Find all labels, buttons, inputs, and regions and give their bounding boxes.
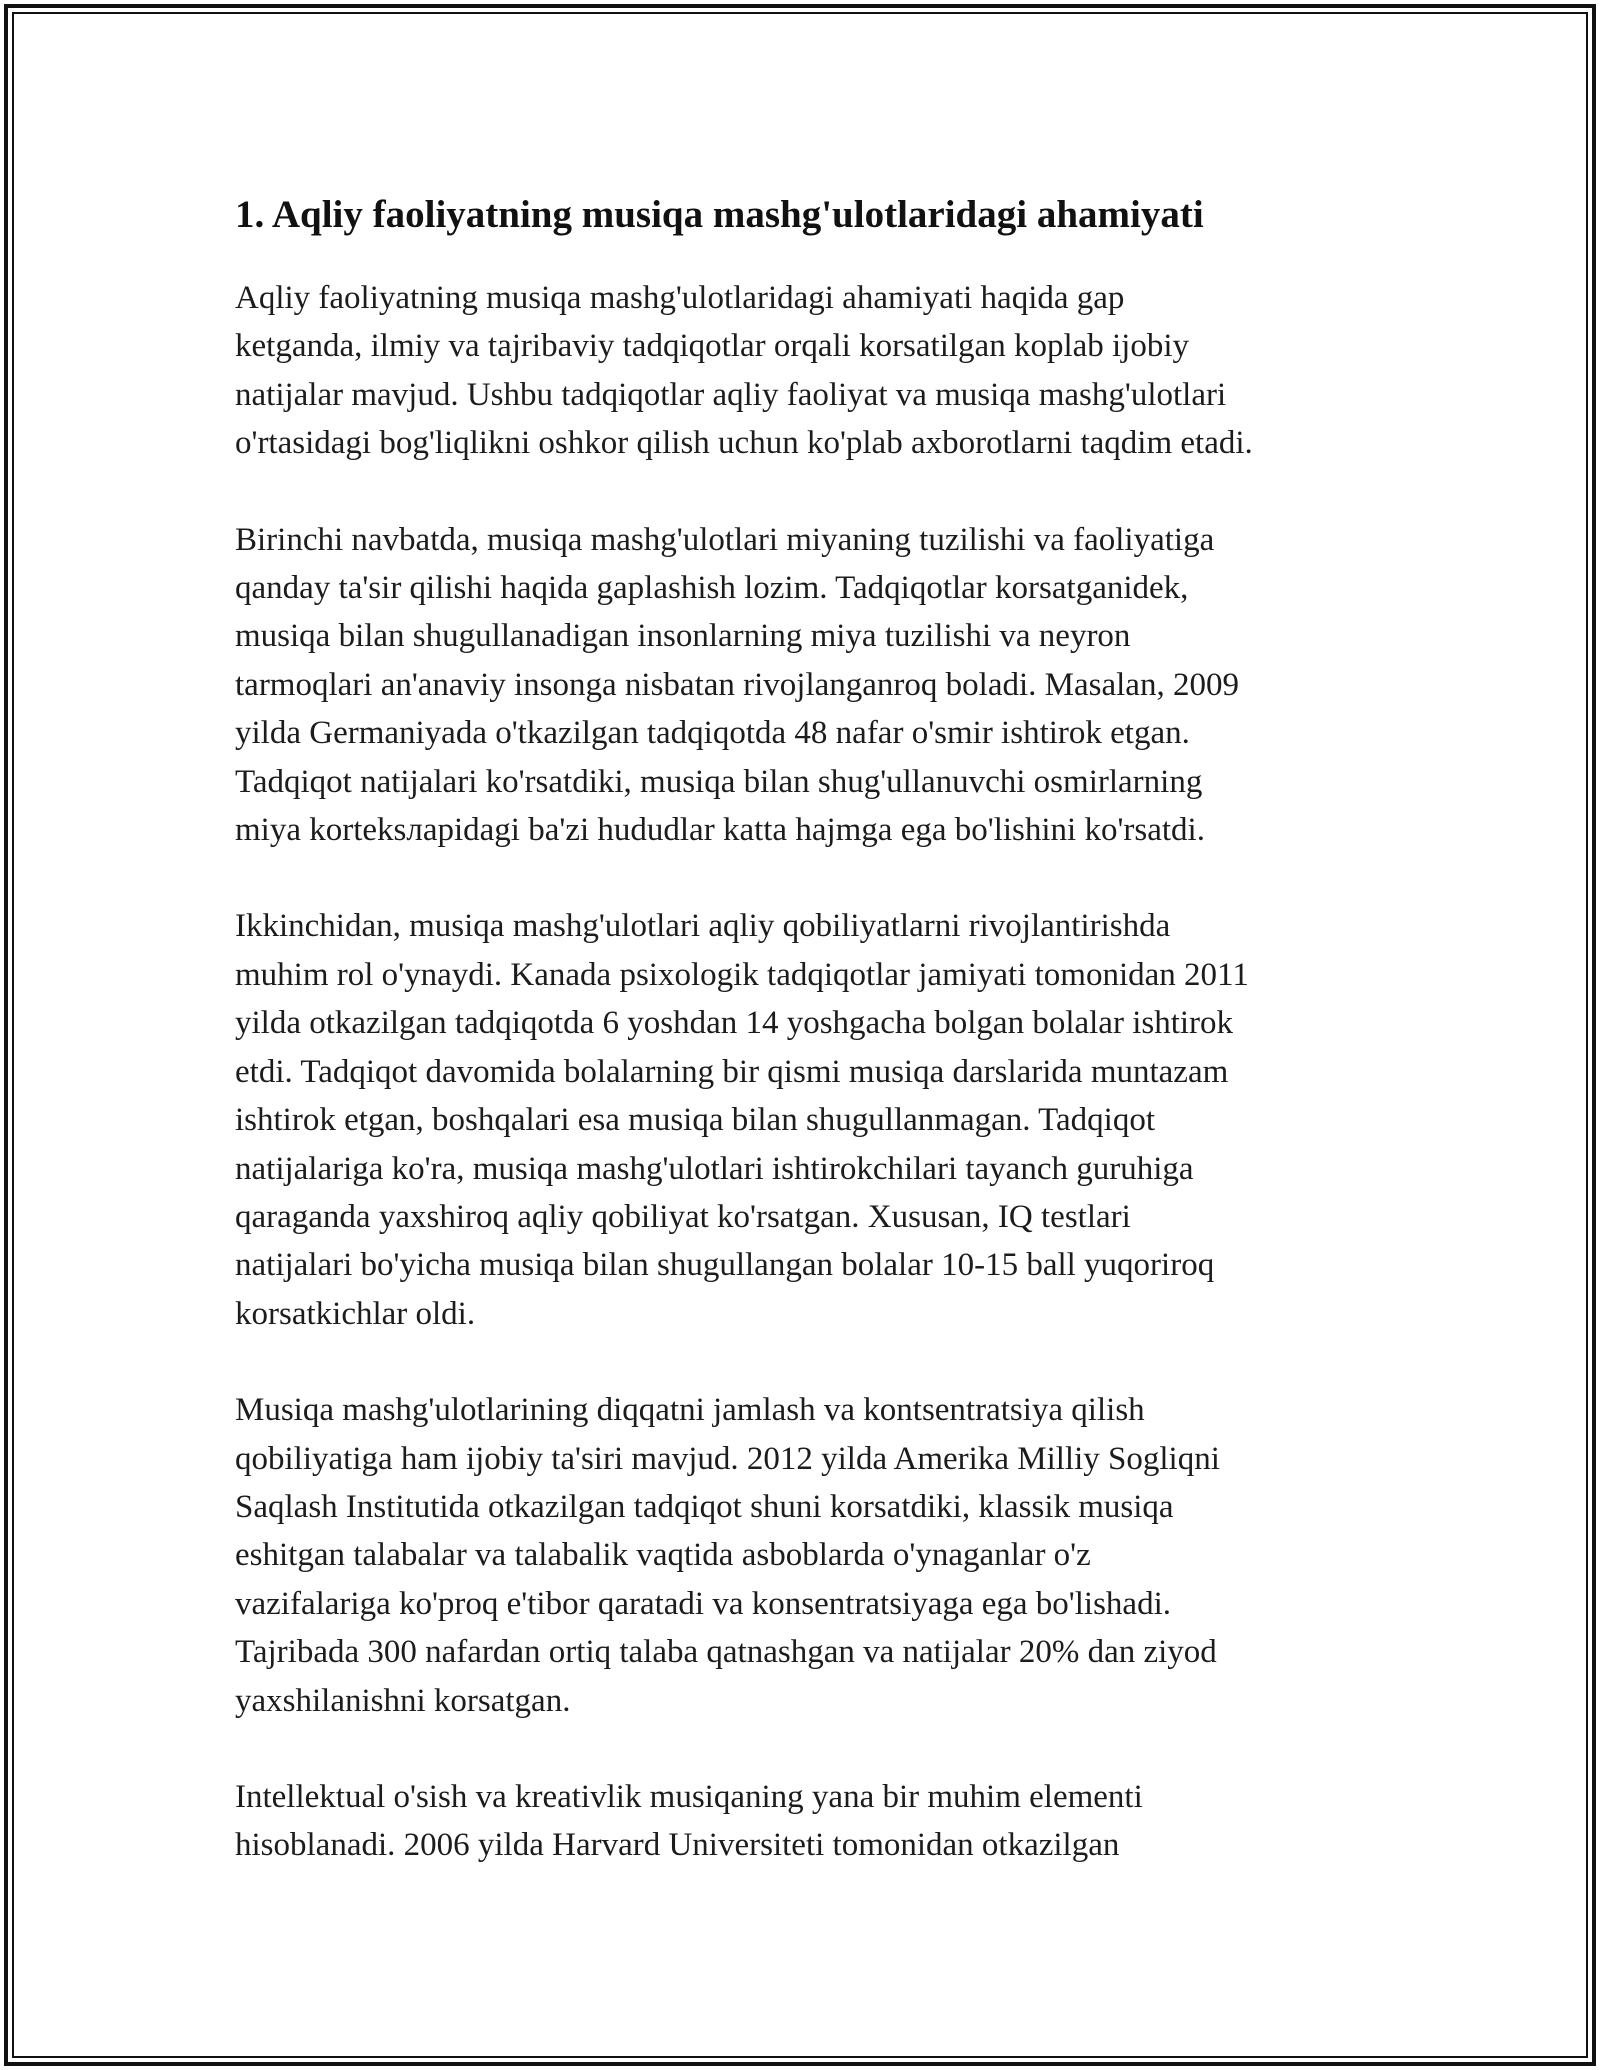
paragraph-line: vazifalariga ko'proq e'tibor qaratadi va konsentratsiyaga ega bo'lishadi. xyxy=(235,1585,1171,1622)
paragraph-line: Tadqiqot natijalari ko'rsatdiki, musiqa bilan shug'ullanuvchi osmirlarning xyxy=(235,763,1203,800)
paragraph-line: qanday ta'sir qilishi haqida gaplashish lozim. Tadqiqotlar korsatganidek, xyxy=(235,570,1189,607)
paragraph-line: Birinchi navbatda, musiqa mashg'ulotlari miyaning tuzilishi va faoliyatiga xyxy=(235,521,1215,558)
paragraph-line: muhim rol o'ynaydi. Kanada psixologik tadqiqotlar jamiyati tomonidan 2011 xyxy=(235,956,1249,993)
paragraph-line: Musiqa mashg'ulotlarining diqqatni jamlash va kontsentratsiya qilish xyxy=(235,1392,1145,1429)
paragraph-line: Tajribada 300 nafardan ortiq talaba qatnashgan va natijalar 20% dan ziyod xyxy=(235,1634,1217,1671)
paragraph-line: yilda otkazilgan tadqiqotda 6 yoshdan 14 yoshgacha bolgan bolalar ishtirok xyxy=(235,1005,1234,1042)
paragraph-line: Intellektual o'sish va kreativlik musiqaning yana bir muhim elementi xyxy=(235,1778,1143,1815)
paragraph-1 xyxy=(235,274,1370,468)
paragraph-line: Ikkinchidan, musiqa mashg'ulotlari aqliy qobiliyatlarni rivojlantirishda xyxy=(235,908,1171,945)
paragraph-line: natijalariga ko'ra, musiqa mashg'ulotlari ishtirokchilari tayanch guruhiga xyxy=(235,1150,1194,1187)
paragraph-line: natijalar mavjud. Ushbu tadqiqotlar aqliy faoliyat va musiqa mashg'ulotlari xyxy=(235,376,1227,413)
paragraph-line: yaxshilanishni korsatgan. xyxy=(235,1682,571,1719)
section-heading: 1. Aqliy faoliyatning musiqa mashg'ulotlaridagi ahamiyati xyxy=(235,193,1204,236)
paragraph-4 xyxy=(235,1386,1370,1725)
paragraph-line: tarmoqlari an'anaviy insonga nisbatan rivojlanganroq boladi. Masalan, 2009 xyxy=(235,666,1239,703)
paragraph-line: miya korteksларidagi ba'zi hududlar katta hajmga ega bo'lishini ko'rsatdi. xyxy=(235,812,1205,849)
paragraph-3 xyxy=(235,902,1370,1338)
paragraph-line: natijalari bo'yicha musiqa bilan shugullangan bolalar 10-15 ball yuqoriroq xyxy=(235,1247,1215,1284)
paragraph-5 xyxy=(235,1773,1370,1870)
paragraph-line: qaraganda yaxshiroq aqliy qobiliyat ko'rsatgan. Xususan, IQ testlari xyxy=(235,1198,1131,1235)
paragraph-line: ketganda, ilmiy va tajribaviy tadqiqotlar orqali korsatilgan koplab ijobiy xyxy=(235,328,1190,365)
paragraph-line: hisoblanadi. 2006 yilda Harvard Universiteti tomonidan otkazilgan xyxy=(235,1827,1120,1864)
paragraph-line: Saqlash Institutida otkazilgan tadqiqot shuni korsatdiki, klassik musiqa xyxy=(235,1488,1174,1525)
paragraph-line: yilda Germaniyada o'tkazilgan tadqiqotda 48 nafar o'smir ishtirok etgan. xyxy=(235,715,1190,752)
paragraph-line: etdi. Tadqiqot davomida bolalarning bir qismi musiqa darslarida muntazam xyxy=(235,1053,1229,1090)
paragraph-2 xyxy=(235,516,1370,855)
paragraph-line: eshitgan talabalar va talabalik vaqtida asboblarda o'ynaganlar o'z xyxy=(235,1537,1091,1574)
paragraph-line: musiqa bilan shugullanadigan insonlarning miya tuzilishi va neyron xyxy=(235,618,1131,655)
paragraph-line: qobiliyatiga ham ijobiy ta'siri mavjud. 2012 yilda Amerika Milliy Sogliqni xyxy=(235,1440,1220,1477)
paragraph-line: ishtirok etgan, boshqalari esa musiqa bilan shugullanmagan. Tadqiqot xyxy=(235,1102,1155,1139)
paragraph-line: Aqliy faoliyatning musiqa mashg'ulotlaridagi ahamiyati haqida gap xyxy=(235,280,1125,316)
document-body xyxy=(235,186,1370,1918)
paragraph-line: korsatkichlar oldi. xyxy=(235,1295,476,1332)
paragraph-line: o'rtasidagi bog'liqlikni oshkor qilish uchun ko'plab axborotlarni taqdim etadi. xyxy=(235,425,1253,462)
